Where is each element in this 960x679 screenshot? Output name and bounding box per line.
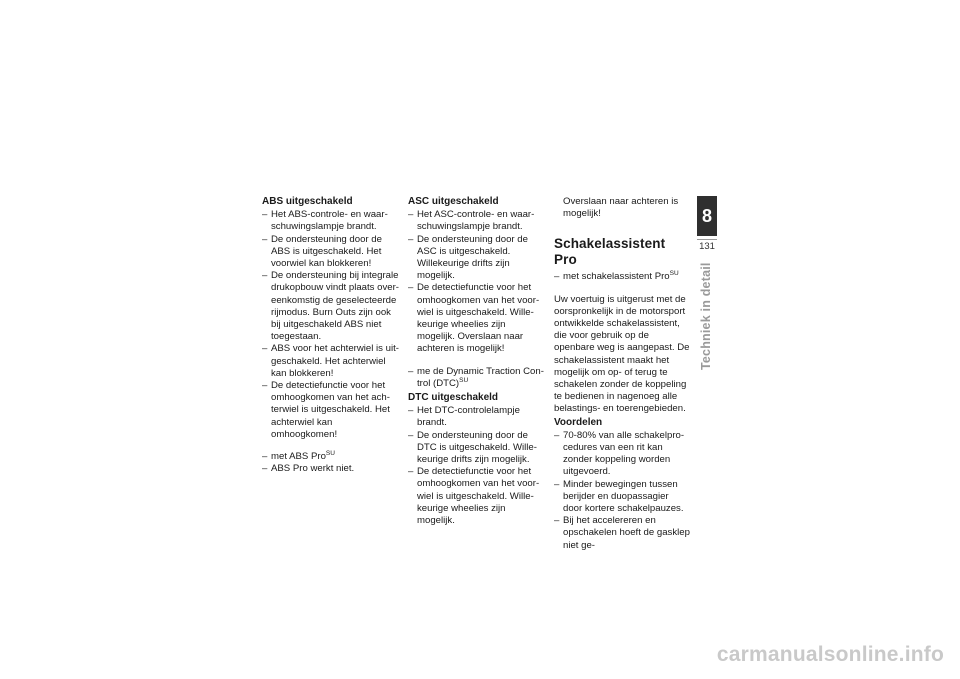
tab-divider (697, 239, 717, 240)
dtc-item-2: – De ondersteuning door de DTC is uitgeschakeld. Willekeurige drifts zijn mogelijk. (408, 430, 546, 467)
dtc-option (408, 366, 546, 390)
column-2 (408, 196, 546, 527)
abs-item-3: – De ondersteuning bij integrale drukopbouw vindt plaats overeenkomstig de geselecteerde rijmodus. Burn Outs zijn ook bij uitgeschakeld ABS niet toegestaan. (262, 270, 400, 343)
advantage-item-2: – Minder bewegingen tussen berijder en duopassagier door kortere schakelpauzes. (554, 479, 690, 516)
abs-pro-option (262, 451, 400, 463)
abs-item-2: – De ondersteuning door de ABS is uitgeschakeld. Het voorwiel kan blokkeren! (262, 234, 400, 271)
asc-off-heading: ASC uitgeschakeld (408, 196, 499, 207)
abs-off-heading: ABS uitgeschakeld (262, 196, 353, 207)
chapter-tab: 8 (697, 196, 717, 236)
advantage-item-1: – 70-80% van alle schakelprocedures van een rit kan zonder koppeling worden uitgevoerd. (554, 430, 690, 479)
dtc-option-label: me de Dynamic Traction Control (DTC) (417, 365, 544, 389)
dtc-item-3: – De detectiefunctie voor het omhoogkomen van het voorwiel is uitgeschakeld. Willekeurige wheelies zijn mogelijk. (408, 466, 546, 527)
abs-pro-label: met ABS Pro (271, 451, 326, 463)
shift-assistant-paragraph: Uw voertuig is uitgerust met de oorspronkelijk in de motorsport ontwikkelde schakelassistent, die voor gebruik op de openbare weg is aangepast. De schakelassistent maakt het mogelijk om op- of terug te schakelen zonder de koppeling te bedienen in nagenoeg alle belastings- en toerengebieden. (554, 293, 690, 415)
column-1 (262, 196, 400, 475)
abs-item-4: – ABS voor het achterwiel is uitgeschakeld. Het achterwiel kan blokkeren! (262, 343, 400, 380)
watermark: carmanualsonline.info (716, 643, 944, 666)
shift-assistant-heading: Schakelassistent Pro (554, 236, 666, 268)
asc-item-1: – Het ASC-controle- en waarschuwingslampje brandt. (408, 209, 546, 233)
shift-assistant-option (554, 271, 690, 283)
continuation-text: Overslaan naar achteren is mogelijk! (563, 196, 679, 220)
dtc-item-1: – Het DTC-controlelampje brandt. (408, 405, 546, 429)
abs-item-1: – Het ABS-controle- en waarschuwingslampje brandt. (262, 209, 400, 233)
spacer (408, 356, 546, 366)
section-title: Techniek in detail (699, 262, 713, 370)
advantages-heading: Voordelen (554, 416, 603, 428)
column-3 (554, 196, 690, 552)
advantage-item-3: – Bij het accelereren en opschakelen hoeft de gasklep niet ge- (554, 515, 690, 552)
dtc-off-heading: DTC uitgeschakeld (408, 392, 499, 404)
shift-option-label: met schakelassistent Pro (563, 271, 670, 283)
asc-item-3: – De detectiefunctie voor het omhoogkomen van het voorwiel is uitgeschakeld. Willekeurige wheelies zijn mogelijk. Overslaan naar achteren is mogelijk! (408, 282, 546, 355)
abs-item-5: – De detectiefunctie voor het omhoogkomen van het achterwiel is uitgeschakeld. Het achterwiel kan omhoogkomen! (262, 380, 400, 441)
abs-pro-sup: SU (325, 449, 335, 457)
page-number: 131 (699, 241, 715, 252)
asc-item-2: – De ondersteuning door de ASC is uitgeschakeld. Willekeurige drifts zijn mogelijk. (408, 234, 546, 283)
dtc-option-sup: SU (459, 376, 469, 384)
abs-pro-text: – ABS Pro werkt niet. (262, 463, 400, 475)
shift-option-sup: SU (669, 270, 679, 278)
